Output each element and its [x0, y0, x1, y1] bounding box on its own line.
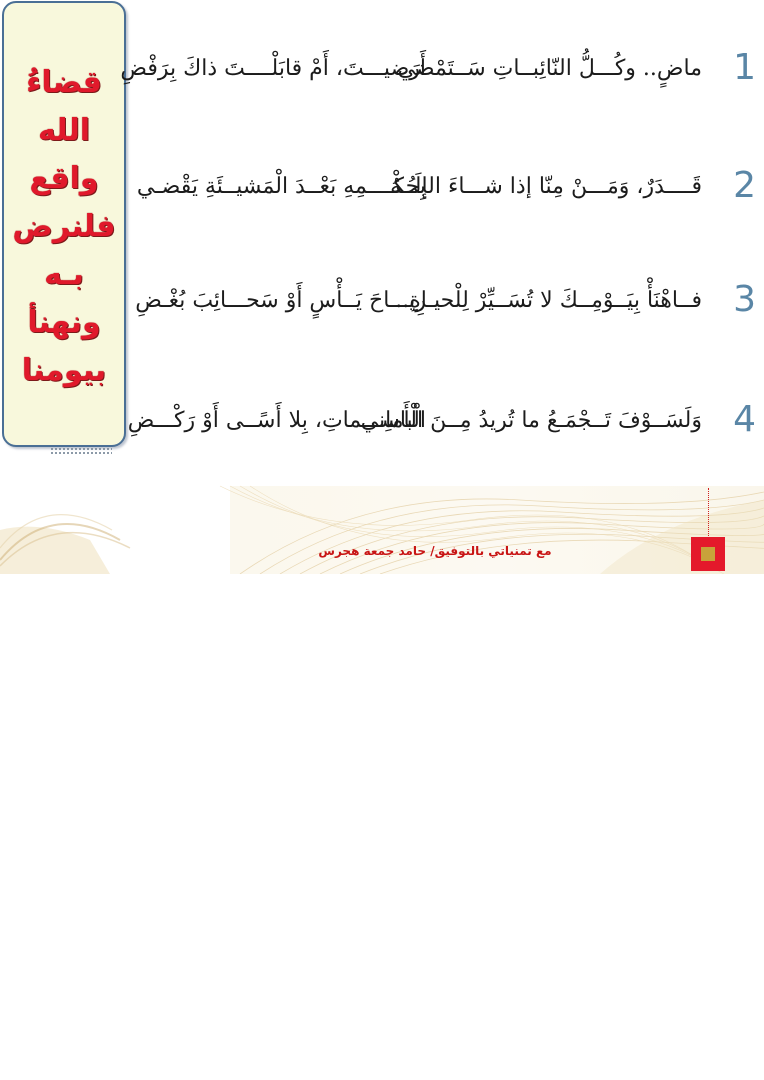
callout-line: قضاءُ [26, 65, 102, 100]
callout-line: بـه [44, 257, 84, 292]
footer-dotted-line [708, 488, 709, 538]
callout-line: الله [38, 113, 90, 148]
footer-square-inner [701, 547, 715, 561]
callout-line: واقع [29, 161, 99, 196]
verse-second-hemistich: الْباسِـــماتِ، بِلا أَسًــى أَوْ رَكْـــضِ [127, 408, 426, 433]
verse-second-hemistich: رِيـــاحَ يَــأْسٍ أَوْ سَحـــائِبَ بُغْـضِ [135, 288, 426, 313]
verse-first-hemistich: فــاهْنَأْ بِيَــوْمِــكَ لا تُسَــيِّرْ لِلْحيـاةِ.. [395, 288, 702, 313]
verse-second-hemistich: أَرَضيـــتَ، أَمْ قابَلْــــتَ ذاكَ بِرَفْضِ [120, 56, 426, 81]
callout-line: ونهنأ [27, 305, 101, 340]
footer-credit: مع تمنياتي بالتوفيق/ حامد جمعة هجرس [318, 544, 552, 558]
verse-row [127, 392, 760, 452]
callout-line: فلنرض [12, 209, 116, 244]
verse-first-hemistich: قَــــدَرٌ، وَمَـــنْ مِنّا إذا شـــاءَ الإلَــهُ [390, 174, 702, 199]
callout-line: بيومنا [21, 353, 107, 388]
verse-row [130, 158, 760, 218]
verse-number: 3 [733, 279, 756, 320]
footer-square-icon [691, 537, 725, 571]
verse-number: 1 [733, 47, 756, 88]
verse-number: 4 [733, 399, 756, 440]
quote-callout [2, 1, 126, 447]
verse-second-hemistich: بِحُكْــــمِهِ بَعْــدَ الْمَشيــئَةِ يَقْضـي [136, 174, 426, 199]
verse-first-hemistich: ماضٍ.. وكُـــلُّ النّائِبــاتِ سَــتَمْضي [397, 56, 702, 81]
verse-number: 2 [733, 165, 756, 206]
callout-shadow-dots [50, 447, 112, 455]
verse-row [130, 272, 760, 332]
verse-first-hemistich: وَلَسَــوْفَ تَــجْمَـعُ ما تُريدُ مِــنَ الْأَماني [360, 408, 702, 433]
verse-row [120, 40, 760, 100]
